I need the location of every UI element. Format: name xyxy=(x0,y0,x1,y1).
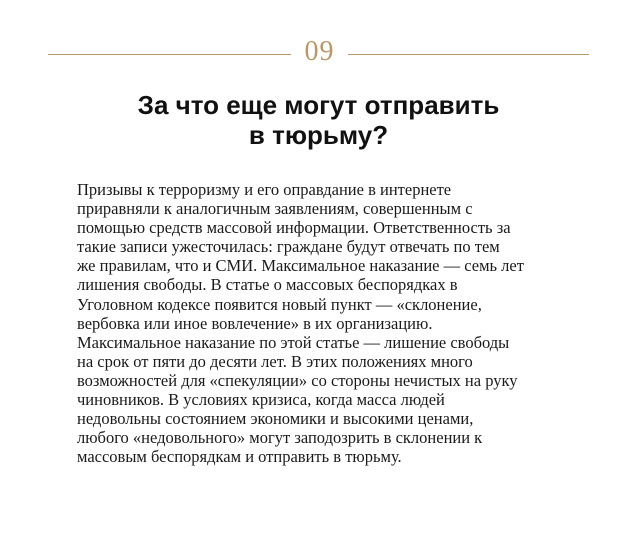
body-line: Уголовном кодексе появится новый пункт — «склонение, xyxy=(77,294,482,314)
body-line: приравняли к аналогичным заявлениям, совершенным с xyxy=(77,199,473,219)
headline-line-1: За что еще могут отправить xyxy=(137,90,500,120)
body-line: же правилам, что и СМИ. Максимальное наказание — семь лет xyxy=(77,256,524,276)
body-line: чиновников. В условиях кризиса, когда масса людей xyxy=(77,390,445,410)
body-line: Призывы к терроризму и его оправдание в интернете xyxy=(77,180,452,199)
body-line: вербовка или иное вовлечение» в их организацию. xyxy=(77,313,433,333)
body-line: на срок от пяти до десяти лет. В этих положениях много xyxy=(77,351,473,371)
body-line: Максимальное наказание по этой статье — лишение свободы xyxy=(77,332,510,352)
body-line: любого «недовольного» могут заподозрить в склонении к xyxy=(77,428,483,448)
section-divider-right xyxy=(348,54,589,55)
body-line: помощью средств массовой информации. Ответственность за xyxy=(77,218,511,238)
section-number: 09 xyxy=(304,36,335,67)
body-paragraph xyxy=(77,180,587,466)
body-line: массовым беспорядкам и отправить в тюрьму. xyxy=(77,447,402,467)
body-line: недовольны состоянием экономики и высокими ценами, xyxy=(77,409,474,429)
headline-line-2: в тюрьму? xyxy=(248,120,389,150)
body-line: лишения свободы. В статье о массовых беспорядках в xyxy=(77,275,458,295)
body-line: возможностей для «спекуляции» со стороны нечистых на руку xyxy=(77,370,518,390)
body-line: такие записи ужесточилась: граждане будут отвечать по тем xyxy=(77,237,500,257)
headline xyxy=(40,90,597,150)
section-divider-left xyxy=(48,54,291,55)
